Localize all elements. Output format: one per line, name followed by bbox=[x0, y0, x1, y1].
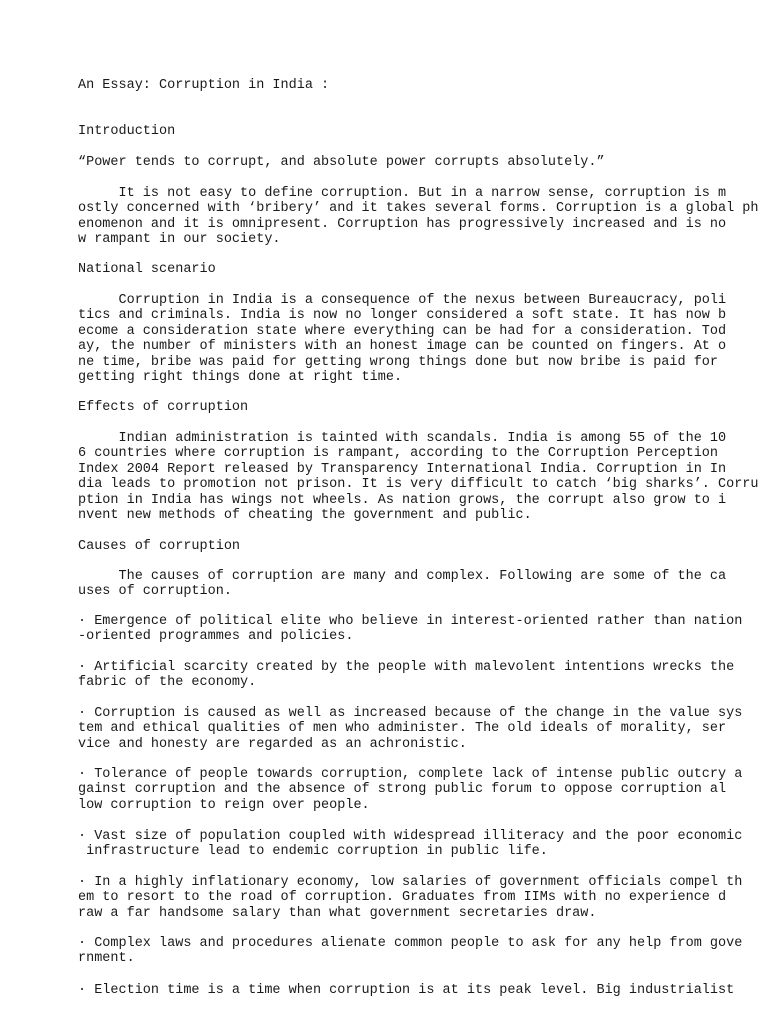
national-paragraph-line: tics and criminals. India is now no longer considered a soft state. It has now b bbox=[78, 308, 727, 324]
opening-quote: “Power tends to corrupt, and absolute power corrupts absolutely.” bbox=[78, 155, 605, 170]
bullet-line: infrastructure lead to endemic corruption in public life. bbox=[78, 844, 548, 860]
bullet-line: gainst corruption and the absence of strong public forum to oppose corruption al bbox=[78, 782, 727, 798]
national-paragraph-line: ay, the number of ministers with an honest image can be counted on fingers. At o bbox=[78, 339, 727, 355]
national-paragraph-line: Corruption in India is a consequence of the nexus between Bureaucracy, poli bbox=[78, 293, 727, 308]
section-heading-national-scenario: National scenario bbox=[78, 262, 216, 277]
bullet-line: · Emergence of political elite who believe in interest-oriented rather than nation bbox=[78, 614, 743, 629]
bullet-line: rnment. bbox=[78, 951, 135, 967]
intro-paragraph-line: enomenon and it is omnipresent. Corruption has progressively increased and is no bbox=[78, 216, 727, 232]
bullet-line: · Complex laws and procedures alienate common people to ask for any help from gove bbox=[78, 936, 743, 951]
intro-paragraph-line: w rampant in our society. bbox=[78, 232, 281, 248]
effects-paragraph-line: nvent new methods of cheating the government and public. bbox=[78, 508, 532, 523]
intro-paragraph-line: It is not easy to define corruption. But in a narrow sense, corruption is m bbox=[78, 186, 727, 201]
bullet-line: tem and ethical qualities of men who administer. The old ideals of morality, ser bbox=[78, 721, 727, 737]
bullet-line: low corruption to reign over people. bbox=[78, 797, 370, 813]
document-title: An Essay: Corruption in India : bbox=[78, 78, 330, 93]
bullet-line: -oriented programmes and policies. bbox=[78, 629, 354, 645]
section-heading-introduction: Introduction bbox=[78, 124, 176, 139]
bullet-line: vice and honesty are regarded as an achronistic. bbox=[78, 736, 467, 752]
effects-paragraph-line: Indian administration is tainted with scandals. India is among 55 of the 10 bbox=[78, 431, 727, 446]
bullet-line: · Election time is a time when corruption is at its peak level. Big industrialist bbox=[78, 983, 735, 998]
causes-paragraph-line: uses of corruption. bbox=[78, 584, 232, 600]
bullet-line: · Vast size of population coupled with widespread illiteracy and the poor economic bbox=[78, 829, 743, 844]
intro-paragraph-line: ostly concerned with ‘bribery’ and it takes several forms. Corruption is a global ph bbox=[78, 201, 759, 217]
national-paragraph-line: getting right things done at right time. bbox=[78, 370, 403, 385]
bullet-line: fabric of the economy. bbox=[78, 675, 257, 691]
national-paragraph-line: ne time, bribe was paid for getting wrong things done but now bribe is paid for bbox=[78, 354, 719, 370]
national-paragraph-line: ecome a consideration state where everything can be had for a consideration. Tod bbox=[78, 323, 727, 339]
bullet-line: raw a far handsome salary than what government secretaries draw. bbox=[78, 905, 597, 921]
effects-paragraph-line: dia leads to promotion not prison. It is very difficult to catch ‘big sharks’. Corru bbox=[78, 477, 759, 493]
effects-paragraph-line: Index 2004 Report released by Transparency International India. Corruption in In bbox=[78, 461, 727, 477]
section-heading-causes: Causes of corruption bbox=[78, 539, 241, 554]
bullet-line: · In a highly inflationary economy, low salaries of government officials compel th bbox=[78, 875, 743, 890]
section-heading-effects: Effects of corruption bbox=[78, 400, 249, 415]
causes-paragraph-line: The causes of corruption are many and complex. Following are some of the ca bbox=[78, 569, 727, 584]
effects-paragraph-line: 6 countries where corruption is rampant, according to the Corruption Perception bbox=[78, 446, 719, 462]
bullet-line: · Artificial scarcity created by the people with malevolent intentions wrecks the bbox=[78, 660, 735, 675]
effects-paragraph-line: ption in India has wings not wheels. As nation grows, the corrupt also grow to i bbox=[78, 492, 727, 508]
bullet-line: em to resort to the road of corruption. Graduates from IIMs with no experience d bbox=[78, 890, 727, 906]
bullet-line: · Corruption is caused as well as increased because of the change in the value sys bbox=[78, 706, 743, 721]
bullet-line: · Tolerance of people towards corruption, complete lack of intense public outcry a bbox=[78, 767, 743, 782]
